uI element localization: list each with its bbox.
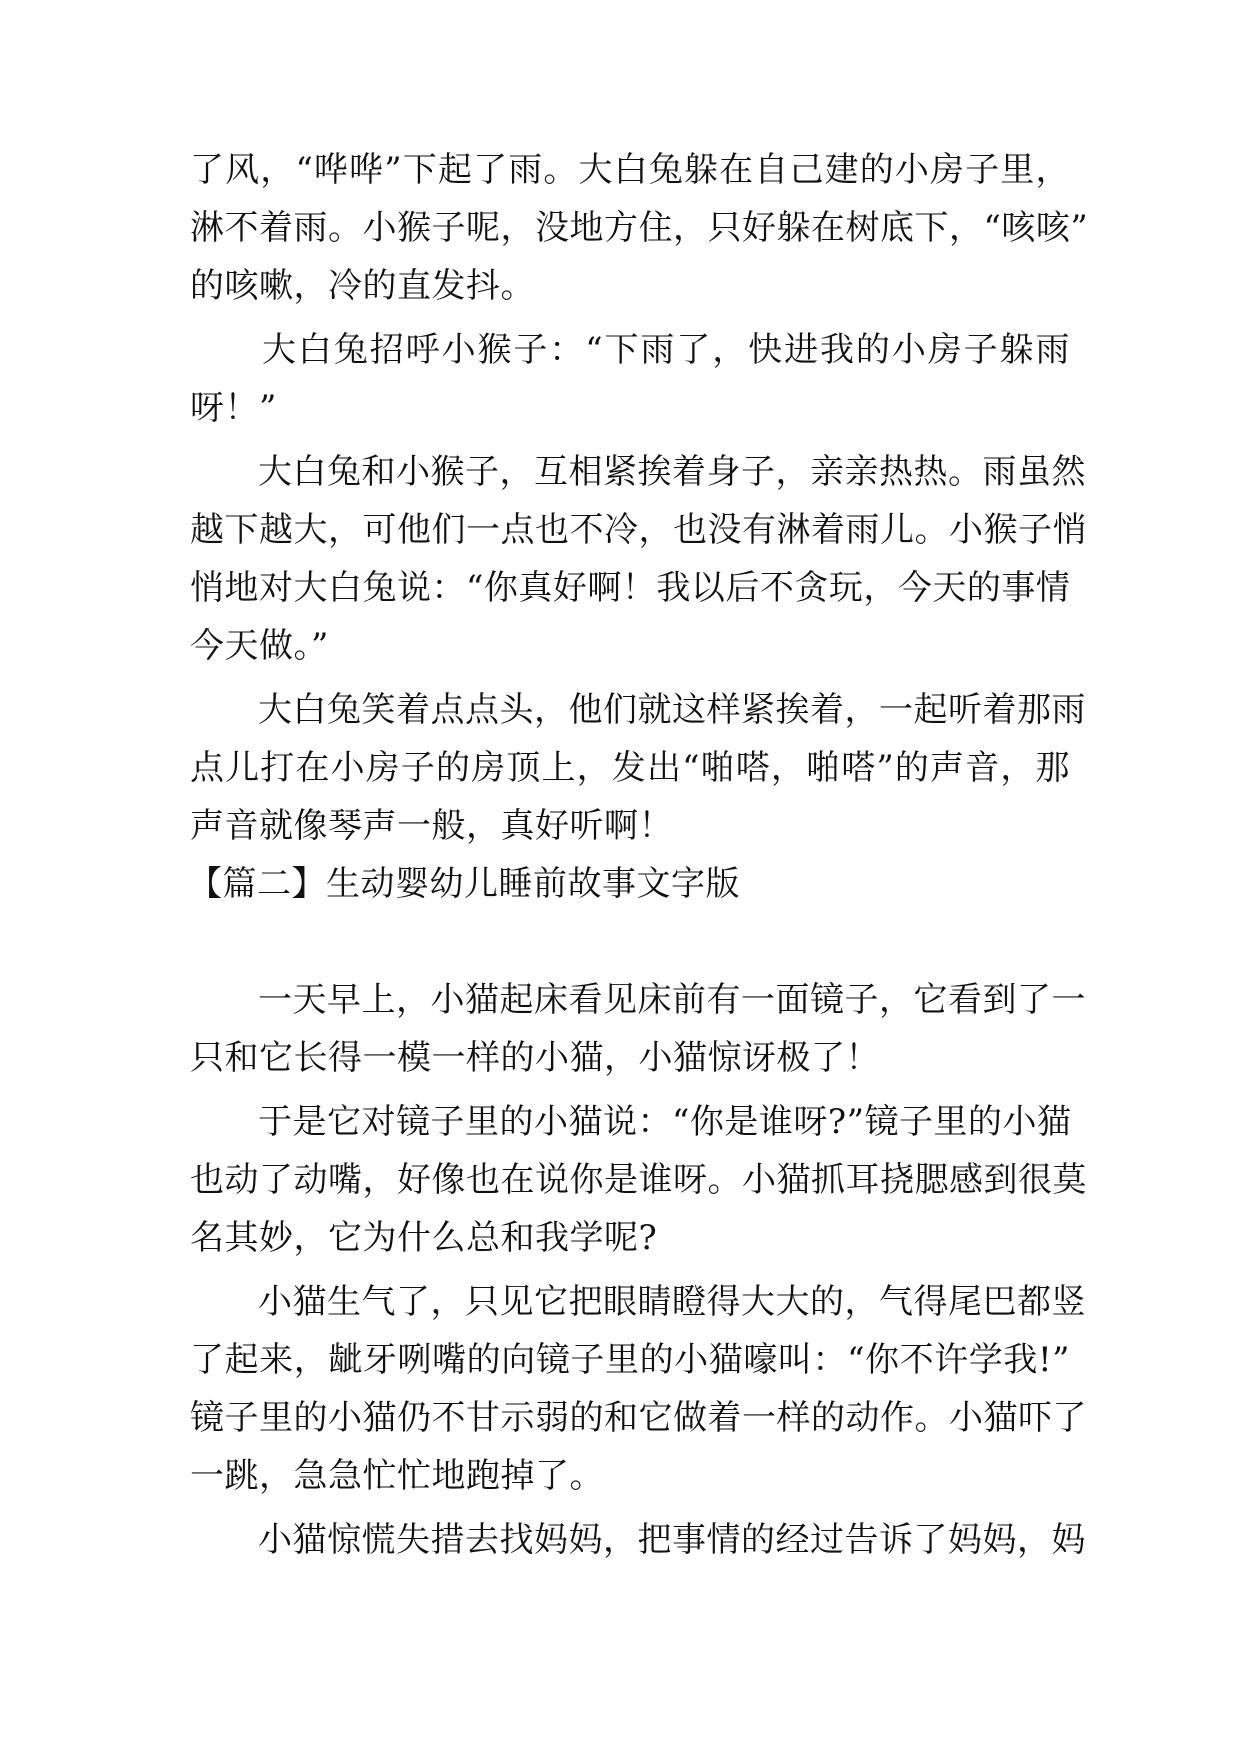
paragraph-line: 了起来，龇牙咧嘴的向镜子里的小猫嚎叫：“你不许学我!” <box>190 1340 1070 1380</box>
paragraph-line: 越下越大，可他们一点也不冷，也没有淋着雨儿。小猴子悄 <box>190 510 1087 550</box>
paragraph-line: 只和它长得一模一样的小猫，小猫惊讶极了！ <box>190 1038 880 1078</box>
paragraph-line: 大白兔招呼小猴子：“下雨了，快进我的小房子躲雨 <box>262 330 1070 370</box>
paragraph-line: 的咳嗽，冷的直发抖。 <box>190 266 535 306</box>
paragraph-line: 小猫惊慌失措去找妈妈，把事情的经过告诉了妈妈，妈 <box>258 1520 1086 1560</box>
paragraph-line: 呀！” <box>190 388 277 428</box>
paragraph-line: 也动了动嘴，好像也在说你是谁呀。小猫抓耳挠腮感到很莫 <box>190 1160 1087 1200</box>
paragraph-line: 点儿打在小房子的房顶上，发出“啪嗒，啪嗒”的声音，那 <box>190 748 1070 788</box>
paragraph-line: 一天早上，小猫起床看见床前有一面镜子，它看到了一 <box>258 980 1086 1020</box>
paragraph-line: 了风，“哗哗”下起了雨。大白兔躲在自己建的小房子里， <box>190 150 1070 190</box>
paragraph-line: 于是它对镜子里的小猫说：“你是谁呀?”镜子里的小猫 <box>258 1102 1072 1142</box>
paragraph-line: 悄地对大白兔说：“你真好啊！我以后不贪玩，今天的事情 <box>190 568 1071 608</box>
paragraph-line: 声音就像琴声一般，真好听啊！ <box>190 806 673 846</box>
paragraph-line: 镜子里的小猫仍不甘示弱的和它做着一样的动作。小猫吓了 <box>190 1398 1087 1438</box>
paragraph-line: 一跳，急急忙忙地跑掉了。 <box>190 1456 604 1496</box>
paragraph-line: 名其妙，它为什么总和我学呢? <box>190 1218 658 1258</box>
section-heading: 【篇二】生动婴幼儿睡前故事文字版 <box>188 864 740 904</box>
paragraph-line: 大白兔和小猴子，互相紧挨着身子，亲亲热热。雨虽然 <box>258 452 1086 492</box>
paragraph-line: 淋不着雨。小猴子呢，没地方住，只好躲在树底下，“咳咳” <box>190 208 1089 248</box>
paragraph-line: 今天做。” <box>190 626 329 666</box>
paragraph-line: 小猫生气了，只见它把眼睛瞪得大大的，气得尾巴都竖 <box>258 1282 1086 1322</box>
paragraph-line: 大白兔笑着点点头，他们就这样紧挨着，一起听着那雨 <box>258 690 1086 730</box>
